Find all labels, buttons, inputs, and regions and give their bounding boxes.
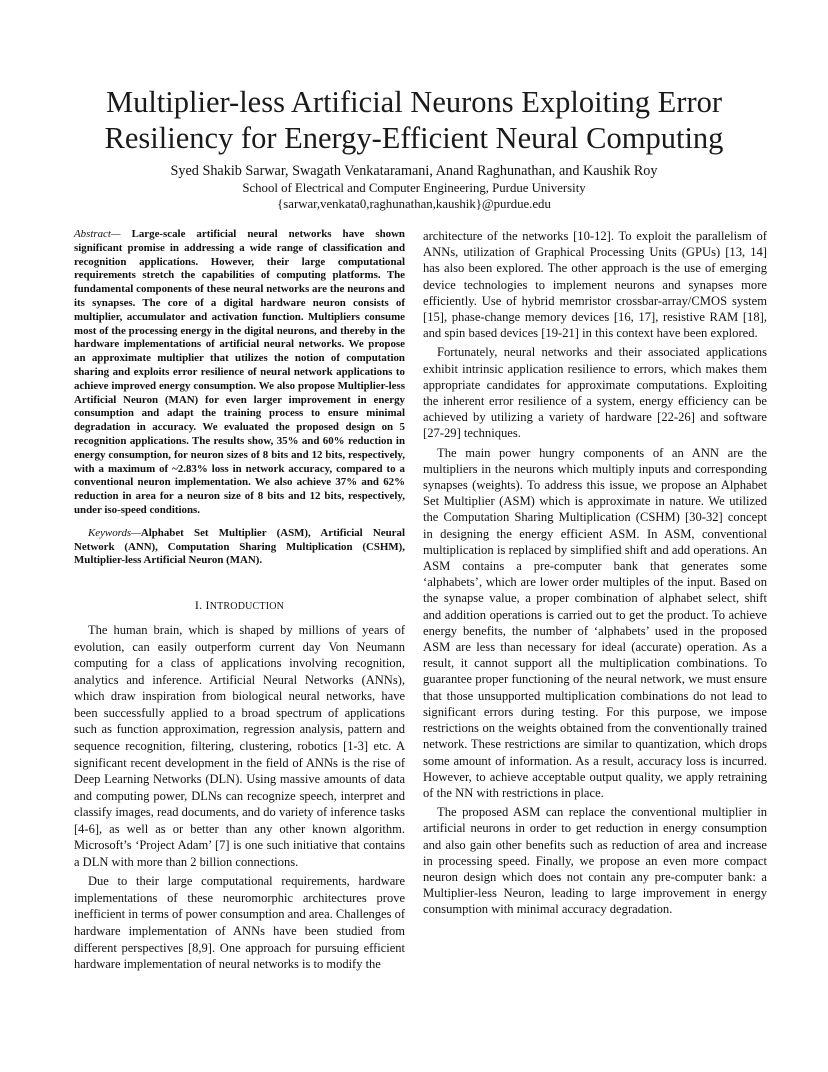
- keywords-text: Alphabet Set Multiplier (ASM), Artificial Neural Network (ANN), Computation Sharing Multiplication (CSHM), Multiplier-less Artificial Neuron (MAN).: [74, 526, 405, 567]
- section-heading-introduction: [74, 598, 405, 613]
- left-column: [74, 228, 405, 976]
- abstract: [74, 228, 405, 518]
- affiliation-block: [0, 180, 828, 212]
- body-paragraph: Fortunately, neural networks and their associated applications exhibit intrinsic application resilience to errors, which makes them appropriate candidates for approximate computations. Exploiting the inherent error resilience of a system, energy efficiency can be achieved by utilizing a variety of hardware [22-26] and software [27-29] techniques.: [423, 345, 767, 441]
- right-column: [423, 228, 767, 921]
- title-line-1: Multiplier-less Artificial Neurons Exploiting Error: [105, 85, 723, 119]
- keywords-label: Keywords—: [88, 526, 141, 539]
- body-paragraph: The proposed ASM can replace the conventional multiplier in artificial neurons in order to get reduction in energy consumption and also gain other benefits such as reduction of area and increase in processing speed. Finally, we propose an even more compact neuron design which does not contain any pre-computer bank: a Multiplier-less Neuron, leading to large improvement in energy consumption with minimal accuracy degradation.: [423, 805, 767, 917]
- author-list: Syed Shakib Sarwar, Swagath Venkataramani, Anand Raghunathan, and Kaushik Roy: [170, 163, 658, 179]
- section-initial: I: [205, 598, 210, 613]
- section-numeral: I.: [194, 598, 203, 613]
- keywords: [74, 527, 405, 568]
- section-title-rest: NTRODUCTION: [209, 601, 285, 613]
- author-emails: {sarwar,venkata0,raghunathan,kaushik}@purdue.edu: [277, 197, 551, 211]
- body-paragraph: Due to their large computational requirements, hardware implementations of these neuromorphic architectures prove inefficient in terms of power consumption and area. Challenges of hardware implementation of ANNs have been studied from different perspectives [8,9]. One approach for pursuing efficient hardware implementation of neural networks is to modify the: [74, 874, 405, 972]
- title-line-2: Resiliency for Energy-Efficient Neural Computing: [104, 121, 724, 155]
- abstract-text: Large-scale artificial neural networks have shown significant promise in addressing a wide range of classification and recognition applications. However, their large computational requirements stretch the capabilities of computing platforms. The fundamental components of these neural networks are the neurons and its synapses. The core of a digital hardware neuron consists of multiplier, accumulator and activation function. Multipliers consume most of the processing energy in the digital neurons, and thereby in the hardware implementations of artificial neural networks. We propose an approximate multiplier that utilizes the notion of computation sharing and exploits error resilience of neural network applications to achieve improved energy consumption. We also propose Multiplier-less Artificial Neuron (MAN) for even larger improvement in energy consumption and adapt the training process to ensure minimal degradation in accuracy. We evaluated the proposed design on 5 recognition applications. The results show, 35% and 60% reduction in energy consumption, for neuron sizes of 8 bits and 12 bits, respectively, with a maximum of ~2.83% loss in network accuracy, compared to a conventional neuron implementation. We also achieve 37% and 62% reduction in area for a neuron size of 8 bits and 12 bits, respectively, under iso-speed conditions.: [74, 228, 405, 516]
- body-paragraph: The human brain, which is shaped by millions of years of evolution, can easily outperform current day Von Neumann computing for a class of applications involving recognition, analytics and inference. Artificial Neural Networks (ANNs), which draw inspiration from biological neural networks, have been successfully applied to a broad spectrum of applications such as function approximation, regression analysis, pattern and sequence recognition, filtering, clustering, robotics [1-3] etc. A significant recent development in the field of ANNs is the rise of Deep Learning Networks (DLN). Using massive amounts of data and computing power, DLNs can recognize speech, interpret and classify images, read documents, and do variety of inference tasks [4-6], as well as or better than any other known algorithm. Microsoft’s ‘Project Adam’ [7] is one such initiative that contains a DLN with more than 2 billion connections.: [74, 623, 405, 869]
- body-paragraph: architecture of the networks [10-12]. To exploit the parallelism of ANNs, utilization of Graphical Processing Units (GPUs) [13, 14] has also been explored. The other approach is the use of emerging device technologies to implement neurons and synapses more efficiently. Use of hybrid memristor crossbar-array/CMOS system [15], phase-change memory devices [16, 17], resistive RAM [18], and spin based devices [19-21] in this context have been explored.: [423, 229, 767, 341]
- abstract-label: Abstract—: [74, 228, 121, 240]
- body-paragraph: The main power hungry components of an ANN are the multipliers in the neurons which multiply inputs and corresponding synapses (weights). To address this issue, we propose an Alphabet Set Multiplier (ASM) which is approximate in nature. We utilized the Computation Sharing Multiplication (CSHM) [30-32] concept in designing the energy efficient ASM. In ASM, conventional multiplication is replaced by simplified shift and add operations. An ASM contains a pre-computer bank that generates some ‘alphabets’, which are lower order multiples of the input. Based on the synapse value, a proper combination of alphabet select, shift and addition operations is carried out to get the product. To achieve energy benefits, the number of ‘alphabets’ used in the proposed ASM are less than necessary for ideal (accurate) operation. As a result, it cannot support all the multiplication combinations. To guarantee proper functioning of the neural network, we must ensure that those unsupported multiplication combinations do not lead to significant errors during testing. For this purpose, we impose restrictions on the weights obtained from the conventionally trained network. These restrictions are similar to quantization, which drops some amount of information. As a result, accuracy loss is incurred. However, to achieve acceptable output quality, we apply retraining of the NN with restrictions in place.: [423, 445, 767, 800]
- affiliation: School of Electrical and Computer Engineering, Purdue University: [242, 181, 586, 195]
- paper-title: [0, 84, 828, 156]
